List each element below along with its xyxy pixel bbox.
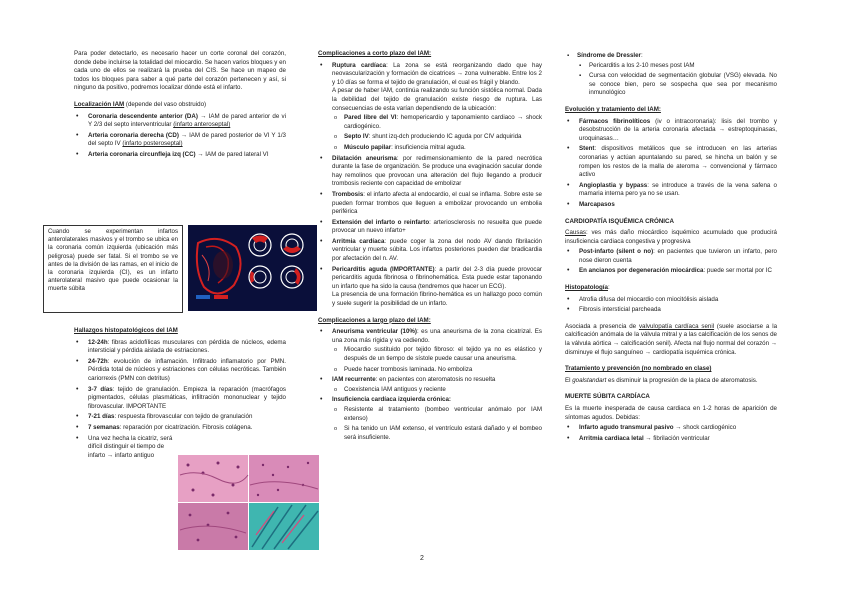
rupture-sublist — [332, 114, 542, 152]
column-1 — [74, 50, 286, 164]
list-item: • Una vez hecha la cicatriz, será difícil distinguir el tiempo de infarto → infarto antiguo — [88, 435, 174, 461]
histopathology-list — [565, 296, 777, 315]
list-item: • Pericarditis aguda (IMPORTANTE): a partir del 2-3 día puede provocar pericarditis aguda fibrinosa o fibrinohemática. Esta puede estar taponando un infarto que ha sido la causa (tendremos que hacer un ECG). La presencia de una formación fibrino-hemática es un hallazgo poco común y suele sugerir la posibilidad de un infarto. — [332, 266, 542, 309]
list-item: o Puede hacer trombosis laminada. No emboliza — [344, 366, 542, 375]
aneurysm-sublist — [332, 346, 542, 374]
list-item: o Septo IV: shunt izq-dch produciendo IC aguda por CIV adquirida — [344, 133, 542, 142]
short-term-list — [318, 62, 542, 309]
long-term-complications-title: Complicaciones a largo plazo del IAM: — [318, 316, 431, 324]
evolution-list — [565, 118, 777, 210]
list-item: • Arritmia cardíaca: puede coger la zona del nodo AV dando fibrilación ventricular y muerte súbita. Los infartos posteriores pueden dar bradicardia por afectación del n. AV. — [332, 238, 542, 264]
list-item: • Trombosis: el infarto afecta al endocardio, el cual se inflama. Sobre este se pueden formar trombos que lleguen a embolizar provocando un embolia periférica — [332, 191, 542, 217]
column-2 — [318, 50, 542, 446]
causes-paragraph: Causas: ves más daño miocárdico isquémico acumulado que producirá insuficiencia cardiaca congestiva y progresiva — [565, 229, 777, 245]
list-item: • Fibrosis intersticial parcheada — [579, 306, 777, 315]
page-number: 2 — [420, 555, 424, 562]
long-term-list — [318, 328, 542, 442]
list-item: ▪ Pericarditis a los 2-10 meses post IAM — [589, 62, 777, 71]
list-item: ▪ Síndrome de Dressler: ▪ Pericarditis a los 2-10 meses post IAM ▪ Cursa con velocidad de segmentación globular (VSG) elevada. No se conoce bien, pero se sospecha que sea por mecanismo inmunológico — [577, 52, 777, 98]
recurrent-sublist — [332, 386, 542, 395]
list-item: • Arteria coronaria derecha (CD) → IAM de pared posterior de VI Y 1/3 del septo IV (infarto posteroseptal) — [88, 132, 286, 149]
list-item: • En ancianos por degeneración miocárdica: puede ser mortal por IC — [579, 267, 777, 276]
list-item: o Miocardio sustituido por tejido fibroso: el tejido ya no es elástico y después de un tiempo de sístole puede causar una aneurisma. — [344, 346, 542, 363]
treatment-title: Tratamiento y prevención (no nombrado en clase) — [565, 365, 712, 373]
list-item: • Angioplastia y bypass: se introduce a través de la vena safena o mamaria interna pero ya no se usan. — [579, 182, 777, 199]
list-item: • Post-infarto (silent o no): en pacientes que tuvieron un infarto, pero nose dieron cuenta — [579, 248, 777, 265]
list-item: • 24-72h: evolución de inflamación. Infiltrado inflamatorio por PMN. Pérdida total de núcleos y estriaciones con células necróticas. También cariorrexis (PMN con detritus) — [88, 358, 286, 384]
list-item: • Aneurisma ventricular (10%): es una aneurisma de la zona cicatrizal. Es una zona más rígida y va cediendo. o Miocardio sustituido por tejido fibroso: el tejido ya no es elástico y después de un tiempo de sístole puede causar una aneurisma. o Puede hacer trombosis laminada. No emboliza — [332, 328, 542, 374]
list-item: o Resistente al tratamiento (bombeo ventricular anómalo por IAM extenso) — [344, 406, 542, 423]
causes-list — [565, 248, 777, 276]
localization-title: Localización IAM — [74, 100, 125, 108]
list-item: • 3-7 días: tejido de granulación. Empieza la reparación (macrófagos pigmentados, células plasmáticas, infiltración mononuclear y tejido fibrovascular. IMPORTANTE — [88, 386, 286, 412]
list-item: o Pared libre del VI: hemopericardio y taponamiento cardiaco → shock cardiogénico. — [344, 114, 542, 131]
rupture-paragraph: A pesar de haber IAM, continúa realizando su función sistólica normal. Dada la debilidad del tejido de granulación existe riesgo de ruptura. Las consecuencias de esta varían dependiendo de la ubicación: — [332, 87, 542, 112]
list-item: • Ruptura cardíaca: La zona se está reorganizando dado que hay neovascularización y formación de cicatrices → zona vulnerable. Entre los 2 y 10 días se forma el tejido de granulación, el cual es frágil y blando. A pesar de haber IAM, continúa realizando su función sistólica normal. Dada la debilidad del tejido de granulación existe riesgo de ruptura. Las consecuencias de esta varían dependiendo de la ubicación: o Pared libre del VI: hemopericardio y taponamiento cardiaco → shock cardiogénico. o Septo IV: shunt izq-dch produciendo IC aguda por CIV adquirida o Músculo papilar: insuficiencia mitral aguda. — [332, 62, 542, 153]
dressler-sublist — [577, 62, 777, 98]
list-item: o Coexistencia IAM antiguos y reciente — [344, 386, 542, 395]
list-item: • Atrofia difusa del miocardio con miocitólisis aislada — [579, 296, 777, 305]
sudden-death-title: MUERTE SÚBITA CARDÍACA — [565, 393, 650, 401]
list-item: • 7-21 días: respuesta fibrovascular con tejido de granulación — [88, 413, 286, 422]
list-item: • Arritmia cardiaca letal → fibrilación ventricular — [579, 435, 777, 444]
list-item: o Si ha tenido un IAM extenso, el ventrículo estará dañado y el bombeo será insuficiente. — [344, 425, 542, 442]
localization-heading — [74, 101, 286, 110]
histology-title: Hallazgos histopatológicos del IAM — [74, 327, 178, 334]
list-item: • Infarto agudo transmural pasivo → shock cardiogénico — [579, 424, 777, 433]
localization-subtitle: (depende del vaso obstruido) — [124, 100, 207, 108]
list-item: • Arteria coronaria circunfleja izq (CC) → IAM de pared lateral VI — [88, 151, 286, 160]
sudden-death-paragraph: Es la muerte inesperada de causa cardiaca en 1-2 horas de aparición de síntomas agudos. Debidas: — [565, 405, 777, 421]
list-item: o Músculo papilar: insuficiencia mitral aguda. — [344, 144, 542, 153]
histopathology-heading: Histopatología: — [565, 284, 610, 292]
chronic-ischemic-title: CARDIOPATÍA ISQUÉMICA CRÓNICA — [565, 217, 674, 225]
list-item: • Marcapasos — [579, 201, 777, 210]
column-1-lower — [74, 327, 286, 464]
dressler-list — [565, 52, 777, 98]
massive-infarct-note-box: Cuando se experimentan infartos anterolaterales masivos y el trombo se ubica en la coronaria común izquierda (ubicación más peligrosa) puede ser fatal. Si el trombo se ve antes de la división de las ramas, en el inicio de la coronaria izquierda (CI), es un infarto anterolateral masivo que puede ocasionar la muerte súbita — [43, 225, 183, 313]
histology-micrographs — [178, 455, 319, 550]
list-item: • 7 semanas: reparación por cicatrización. Fibrosis colágena. — [88, 424, 286, 433]
histology-list — [74, 339, 286, 461]
pericarditis-note: La presencia de una formación fibrino-hemática es un hallazgo poco común y suele sugerir la posibilidad de un infarto. — [332, 291, 542, 308]
column-3 — [565, 50, 777, 447]
treatment-paragraph: El goalstandart es disminuir la progresión de la placa de ateromatosis. — [565, 376, 758, 384]
localization-list — [74, 113, 286, 160]
sudden-death-list — [565, 424, 777, 443]
insufficiency-sublist — [332, 406, 542, 442]
list-item: • Fármacos fibrinolíticos (iv o intracoronaria): lisis del trombo y desobstrucción de la arteria coronaria afectada → estreptoquinasas, uroquinasas… — [579, 118, 777, 144]
coronary-territory-diagram — [188, 225, 317, 311]
histopathology-title: Histopatología — [565, 284, 608, 292]
list-item: ▪ Cursa con velocidad de segmentación globular (VSG) elevada. No se conoce bien, pero se sospecha que sea por mecanismo inmunológico — [589, 72, 777, 98]
intro-paragraph: Para poder detectarlo, es necesario hacer un corte coronal del corazón, donde debe incluirse la totalidad del miocardio. Se hacen varios bloques y en cada uno de ellos se realizará la prueba del CIS. Se hace un mapeo de todos los bloques para saber a qué parte del corazón pertenecen y así, si ninguno da positivo, podremos localizar dónde está el infarto. — [74, 50, 286, 92]
list-item: • Dilatación aneurisma: por redimensionamiento de la pared necrótica durante la fase de organización. Se produce una evaginación sacular donde hay remolinos que provocan una alteración del flujo llegando a producir trombosis reciente con capacidad de embolizar — [332, 155, 542, 189]
list-item: • Stent: dispositivos metálicos que se introducen en las arterias coronarias y actúan apuntalando su pared, se hincha un balón y se rompen los restos de la malla de ateroma → convencional y fármaco activo — [579, 145, 777, 179]
list-item: • 12-24h: fibras acidofílicas musculares con pérdida de núcleos, edema intersticial y pérdida aislada de estriaciones. — [88, 339, 286, 356]
list-item: • IAM recurrente: en pacientes con ateromatosis no resuelta o Coexistencia IAM antiguos y reciente — [332, 376, 542, 394]
valvulopathy-paragraph: Asociada a presencia de valvulopatía cardíaca senil (suele asociarse a la calcificación anómala de la válvula mitral y a las calcificación de los senos de la válvula aórtica → calcificación senil). Afecta nal flujo normal del corazón → disminuye el flujo sanguíneo → cardiopatía isquémica crónica. — [565, 322, 778, 356]
list-item: • Coronaria descendente anterior (DA) → IAM de pared anterior de vi Y 2/3 del septo interventricular (infarto anteroseptal) — [88, 113, 286, 130]
short-term-complications-title: Complicaciones a corto plazo del IAM: — [318, 50, 432, 57]
list-item: • Insuficiencia cardíaca izquierda crónica: o Resistente al tratamiento (bombeo ventricular anómalo por IAM extenso) o Si ha tenido un IAM extenso, el ventrículo estará dañado y el bombeo será insuficiente. — [332, 396, 542, 442]
list-item: • Extensión del infarto o reinfarto: arteriosclerosis no resuelta que puede provocar un nuevo infarto+ — [332, 219, 542, 236]
evolution-title: Evolución y tratamiento del IAM: — [565, 105, 661, 113]
